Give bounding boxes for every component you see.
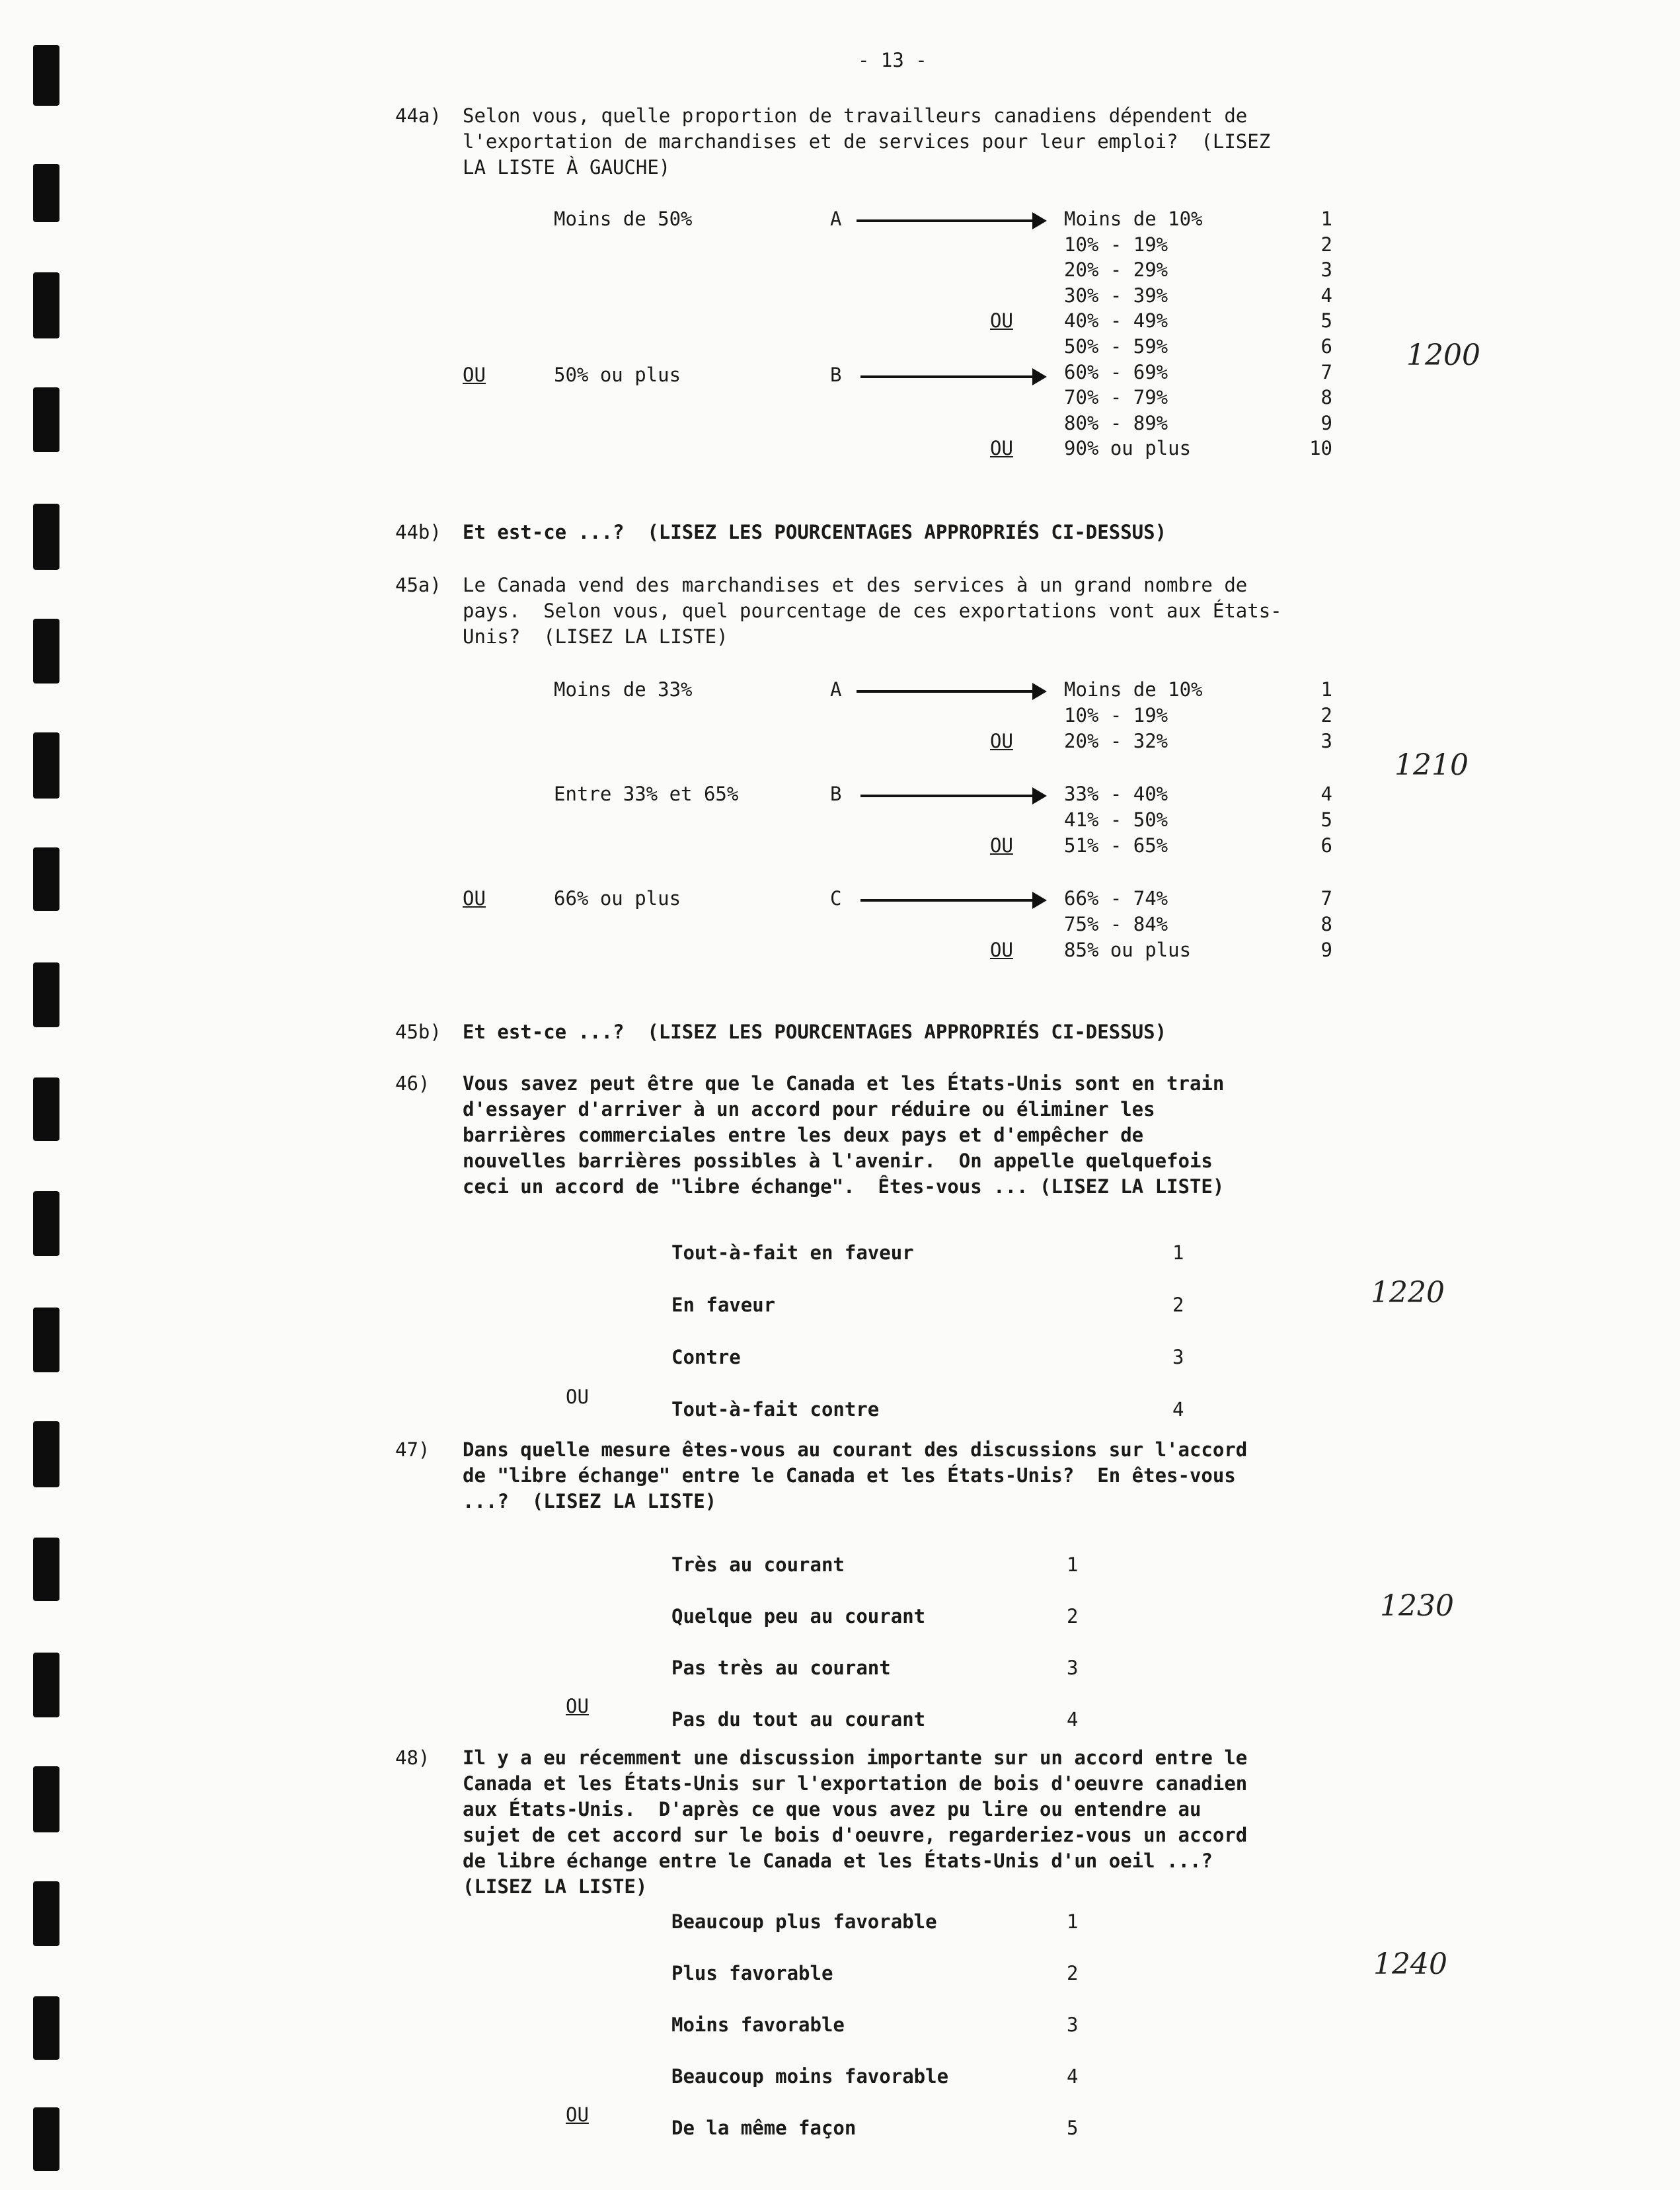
question-line: de "libre échange" entre le Canada et les États-Unis? En êtes-vous bbox=[463, 1464, 1236, 1487]
option-codes-48 bbox=[1067, 1896, 1078, 2154]
ou-marker: OU bbox=[566, 2103, 589, 2126]
option-code: 6 bbox=[1320, 834, 1332, 857]
option-label: Très au courant bbox=[671, 1553, 845, 1576]
question-line: barrières commerciales entre les deux pays et d'empêcher de bbox=[463, 1124, 1144, 1146]
ou-marker: OU bbox=[566, 1386, 589, 1408]
group-label: Moins de 33% bbox=[554, 678, 693, 701]
option-label: 50% - 59% bbox=[1064, 334, 1168, 358]
option-code: 7 bbox=[1320, 360, 1332, 383]
question-text-44b: Et est-ce ...? (LISEZ LES POURCENTAGES APPROPRIÉS CI-DESSUS) bbox=[463, 521, 1167, 543]
binder-mark bbox=[33, 1766, 59, 1832]
option-block-b-codes bbox=[1293, 781, 1332, 859]
option-label-column bbox=[1064, 206, 1203, 461]
option-codes-46 bbox=[1172, 1227, 1184, 1436]
ou-marker: OU bbox=[990, 437, 1013, 460]
option-label: Plus favorable bbox=[671, 1962, 833, 1984]
option-label: 33% - 40% bbox=[1064, 783, 1168, 805]
option-label: Moins de 10% bbox=[1064, 208, 1203, 230]
question-line: l'exportation de marchandises et de services pour leur emploi? (LISEZ bbox=[463, 130, 1271, 153]
option-list-48 bbox=[671, 1896, 948, 2154]
ou-marker: OU bbox=[990, 309, 1013, 332]
option-label: Moins de 10% bbox=[1064, 678, 1203, 701]
option-label: Quelque peu au courant bbox=[671, 1605, 926, 1627]
option-code: 1 bbox=[1067, 1553, 1079, 1576]
group-label: Moins de 50% bbox=[554, 208, 693, 230]
option-label: Pas du tout au courant bbox=[671, 1708, 926, 1731]
option-code: 3 bbox=[1067, 1657, 1079, 1679]
option-block-a-codes bbox=[1293, 677, 1332, 754]
option-code: 5 bbox=[1320, 808, 1332, 831]
option-list-46 bbox=[671, 1227, 914, 1436]
binder-mark bbox=[33, 1881, 59, 1946]
option-code: 4 bbox=[1067, 1708, 1079, 1731]
option-label: 85% ou plus bbox=[1064, 939, 1192, 961]
question-line: Canada et les États-Unis sur l'exportation de bois d'oeuvre canadien bbox=[463, 1772, 1248, 1795]
question-line: LA LISTE À GAUCHE) bbox=[463, 156, 671, 178]
option-label: 40% - 49% bbox=[1064, 309, 1168, 332]
option-code: 3 bbox=[1067, 2014, 1079, 2036]
option-label: 80% - 89% bbox=[1064, 411, 1168, 434]
binder-mark bbox=[33, 1421, 59, 1487]
option-label: 90% ou plus bbox=[1064, 437, 1192, 460]
option-code: 2 bbox=[1172, 1294, 1184, 1316]
ou-marker: OU bbox=[990, 730, 1013, 752]
option-label: Moins favorable bbox=[671, 2014, 845, 2036]
ou-marker: OU bbox=[566, 1695, 589, 1717]
option-label: 10% - 19% bbox=[1064, 233, 1168, 256]
option-block-b bbox=[990, 781, 1013, 859]
option-label: Beaucoup plus favorable bbox=[671, 1910, 937, 1933]
group-letter: A bbox=[830, 678, 842, 701]
option-label: Beaucoup moins favorable bbox=[671, 2065, 949, 2088]
option-code: 2 bbox=[1320, 233, 1332, 256]
question-line: Selon vous, quelle proportion de travailleurs canadiens dépendent de bbox=[463, 104, 1248, 127]
ou-marker: OU bbox=[990, 834, 1013, 857]
margin-note: 1240 bbox=[1373, 1947, 1447, 1981]
option-label: 30% - 39% bbox=[1064, 284, 1168, 307]
option-code: 4 bbox=[1067, 2065, 1079, 2088]
question-line: de libre échange entre le Canada et les États-Unis d'un oeil ...? bbox=[463, 1850, 1213, 1872]
question-line: nouvelles barrières possibles à l'avenir. On appelle quelquefois bbox=[463, 1150, 1213, 1172]
binder-mark bbox=[33, 387, 59, 452]
option-code: 4 bbox=[1172, 1398, 1184, 1421]
binder-mark bbox=[33, 1996, 59, 2060]
option-code: 5 bbox=[1320, 309, 1332, 332]
option-label: 75% - 84% bbox=[1064, 913, 1168, 935]
option-code: 9 bbox=[1320, 939, 1332, 961]
option-ou-column bbox=[990, 206, 1013, 461]
option-code: 3 bbox=[1320, 258, 1332, 282]
question-number-45a: 45a) bbox=[395, 574, 441, 596]
ou-marker: OU bbox=[463, 364, 486, 386]
option-codes-47 bbox=[1067, 1539, 1078, 1745]
option-block-a-labels bbox=[1064, 677, 1203, 754]
option-block-a bbox=[990, 677, 1013, 754]
option-label: Tout-à-fait en faveur bbox=[671, 1241, 914, 1264]
question-line: aux États-Unis. D'après ce que vous avez pu lire ou entendre au bbox=[463, 1798, 1202, 1820]
question-text-45a bbox=[463, 572, 1282, 650]
question-number-46: 46) bbox=[395, 1072, 430, 1095]
option-code: 1 bbox=[1320, 678, 1332, 701]
binder-mark bbox=[33, 2107, 59, 2171]
option-code: 9 bbox=[1320, 411, 1332, 434]
option-label: 20% - 29% bbox=[1064, 258, 1168, 282]
option-code: 3 bbox=[1172, 1346, 1184, 1368]
option-code: 4 bbox=[1320, 783, 1332, 805]
question-text-47 bbox=[463, 1437, 1247, 1514]
option-code: 5 bbox=[1067, 2117, 1079, 2139]
binder-mark bbox=[33, 962, 59, 1027]
option-block-c-codes bbox=[1293, 886, 1332, 963]
question-text-44a bbox=[463, 103, 1270, 180]
question-text-48 bbox=[463, 1745, 1247, 1900]
question-line: ...? (LISEZ LA LISTE) bbox=[463, 1490, 717, 1512]
option-code: 4 bbox=[1320, 284, 1332, 307]
group-label: 50% ou plus bbox=[554, 364, 681, 386]
question-number-48: 48) bbox=[395, 1746, 430, 1769]
question-line: d'essayer d'arriver à un accord pour réduire ou éliminer les bbox=[463, 1098, 1155, 1120]
question-line: Unis? (LISEZ LA LISTE) bbox=[463, 625, 728, 648]
option-label: 10% - 19% bbox=[1064, 704, 1168, 726]
question-text-46 bbox=[463, 1071, 1224, 1200]
option-block-b-labels bbox=[1064, 781, 1168, 859]
option-label: Tout-à-fait contre bbox=[671, 1398, 880, 1421]
group-letter: C bbox=[830, 887, 842, 910]
binder-mark bbox=[33, 1653, 59, 1717]
binder-mark bbox=[33, 1538, 59, 1601]
binder-mark bbox=[33, 1191, 59, 1256]
option-code: 7 bbox=[1320, 887, 1332, 910]
option-code: 2 bbox=[1067, 1962, 1079, 1984]
option-code-column bbox=[1293, 206, 1332, 461]
question-line: Le Canada vend des marchandises et des services à un grand nombre de bbox=[463, 574, 1248, 596]
question-line: Il y a eu récemment une discussion importante sur un accord entre le bbox=[463, 1746, 1248, 1769]
question-line: Dans quelle mesure êtes-vous au courant des discussions sur l'accord bbox=[463, 1438, 1248, 1461]
question-line: pays. Selon vous, quel pourcentage de ces exportations vont aux États- bbox=[463, 600, 1282, 622]
binder-mark bbox=[33, 732, 59, 799]
question-line: Vous savez peut être que le Canada et les États-Unis sont en train bbox=[463, 1072, 1225, 1095]
question-text-45b: Et est-ce ...? (LISEZ LES POURCENTAGES APPROPRIÉS CI-DESSUS) bbox=[463, 1021, 1167, 1043]
question-line: (LISEZ LA LISTE) bbox=[463, 1875, 648, 1898]
option-label: 66% - 74% bbox=[1064, 887, 1168, 910]
option-code: 8 bbox=[1320, 386, 1332, 409]
group-letter: B bbox=[830, 783, 842, 805]
option-code: 10 bbox=[1309, 437, 1332, 460]
binder-mark bbox=[33, 1077, 59, 1141]
page-number: - 13 - bbox=[858, 49, 927, 71]
option-label: 60% - 69% bbox=[1064, 360, 1168, 383]
option-code: 8 bbox=[1320, 913, 1332, 935]
option-label: 20% - 32% bbox=[1064, 730, 1168, 752]
option-label: Contre bbox=[671, 1346, 741, 1368]
option-list-47 bbox=[671, 1539, 925, 1745]
margin-note: 1220 bbox=[1371, 1276, 1445, 1310]
option-code: 2 bbox=[1320, 704, 1332, 726]
option-block-c-labels bbox=[1064, 886, 1191, 963]
option-label: 70% - 79% bbox=[1064, 386, 1168, 409]
binder-mark bbox=[33, 504, 59, 570]
question-number-44a: 44a) bbox=[395, 104, 441, 127]
ou-marker: OU bbox=[463, 887, 486, 910]
option-code: 1 bbox=[1172, 1241, 1184, 1264]
binder-mark bbox=[33, 619, 59, 684]
option-code: 6 bbox=[1320, 334, 1332, 358]
margin-note: 1230 bbox=[1380, 1589, 1454, 1623]
option-label: De la même façon bbox=[671, 2117, 857, 2139]
group-letter: A bbox=[830, 208, 842, 230]
margin-note: 1200 bbox=[1406, 338, 1480, 372]
question-line: ceci un accord de "libre échange". Êtes-vous ... (LISEZ LA LISTE) bbox=[463, 1175, 1225, 1198]
option-label: Pas très au courant bbox=[671, 1657, 891, 1679]
ou-marker: OU bbox=[990, 939, 1013, 961]
binder-mark bbox=[33, 1308, 59, 1372]
binder-mark bbox=[33, 45, 59, 106]
option-label: 41% - 50% bbox=[1064, 808, 1168, 831]
option-label: 51% - 65% bbox=[1064, 834, 1168, 857]
group-label: 66% ou plus bbox=[554, 887, 681, 910]
question-line: sujet de cet accord sur le bois d'oeuvre, regarderiez-vous un accord bbox=[463, 1824, 1248, 1846]
question-number-44b: 44b) bbox=[395, 521, 441, 543]
option-code: 1 bbox=[1067, 1910, 1079, 1933]
binder-mark bbox=[33, 272, 59, 338]
question-number-45b: 45b) bbox=[395, 1021, 441, 1043]
question-number-47: 47) bbox=[395, 1438, 430, 1461]
option-code: 3 bbox=[1320, 730, 1332, 752]
option-code: 1 bbox=[1320, 208, 1332, 230]
group-letter: B bbox=[830, 364, 842, 386]
margin-note: 1210 bbox=[1394, 748, 1469, 782]
option-label: En faveur bbox=[671, 1294, 776, 1316]
option-block-c bbox=[990, 886, 1013, 963]
group-label: Entre 33% et 65% bbox=[554, 783, 739, 805]
binder-mark bbox=[33, 164, 59, 222]
binder-mark bbox=[33, 847, 59, 911]
option-code: 2 bbox=[1067, 1605, 1079, 1627]
